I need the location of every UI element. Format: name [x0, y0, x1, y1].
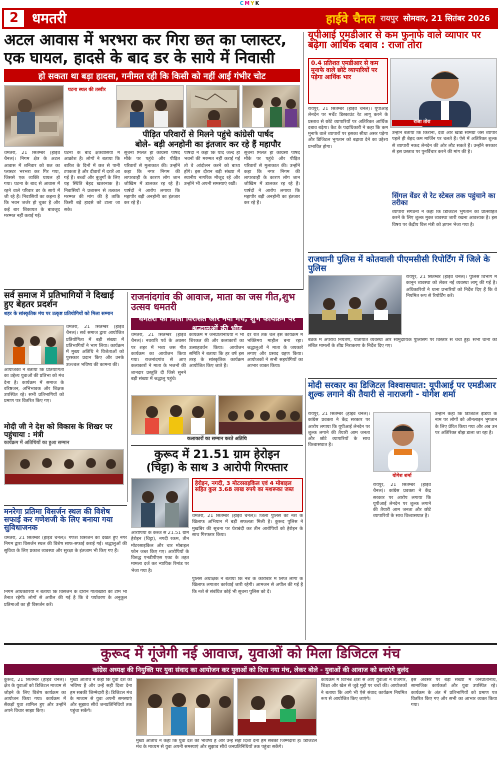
- color-registration-strip: [0, 0, 500, 7]
- youth-col-4: [411, 678, 497, 754]
- jas-geet-col-2: [189, 333, 244, 393]
- jas-geet-col-1: [131, 333, 186, 393]
- visarjan-headline: मनरेगा प्रतिमा विसर्जन स्थल की विशेष सफाई कर गणेशजी के लिए बनाया गया सुविधाजनक: [4, 507, 113, 533]
- police-col-2-text: बैठक में अपराध नियंत्रण, यातायात व्यवस्था और सामुदायिक पुलिसिंग पर विस्तार से चर्चा हुई। सभी थानों को लंबित मामलों के शीघ्र निराकरण के निर्देश दिए गए।: [308, 338, 497, 350]
- lead-col-1: [4, 151, 60, 286]
- lead-col-2: [64, 151, 120, 286]
- lead-col-5: [244, 151, 300, 286]
- visarjan-col-2: [4, 590, 127, 640]
- divider-left-2: [4, 505, 127, 506]
- lead-photo-2: [186, 85, 240, 128]
- youth-banner: कांग्रेस अध्यक्ष की नियुक्ति पर युवा संवाद का आयोजन कर युवाओं को दिया नया मंच, लेकर बोले - युवाओं की आवाज को बनाएंगे बुलंद: [4, 664, 497, 675]
- lead-photo-3: [242, 85, 300, 128]
- police-col-1: [406, 275, 497, 337]
- lead-headline-2: एक घायल, हादसे के बाद डर के साये में निवासी: [4, 49, 275, 67]
- column-divider-right-2: [305, 378, 306, 640]
- divider-center-1: [131, 445, 303, 446]
- sharma-col-3: [373, 483, 431, 640]
- visarjan-col-1: [4, 536, 127, 588]
- heroin-col-2-text: आरोपियों के कब्जे से 21.51 ग्राम हेरोइन (चिट्टा), नगदी रकम, तीन मोटरसाइकिल और चार मोबाइल फोन जब्त किए गए। आरोपियों के विरुद्ध एनडीपीएस एक्ट के तहत मामला दर्ज कर न्यायिक रिमांड पर भेजा गया है।: [131, 531, 189, 574]
- cmyk-k: K: [255, 0, 261, 7]
- youth-col-2-text: मुख्य अतिथि ने कहा कि युवा देश का भविष्य हैं और उन्हें सही दिशा देना हम सबकी जिम्मेदारी है। डिजिटल मंच के माध्यम से युवा अपनी समस्याएं और सुझाव सीधे जनप्रतिनिधियों तक पहुंचा सकेंगे।: [70, 678, 132, 715]
- upi-col-1: [308, 107, 388, 227]
- youth-col-5-text: मुख्य अतिथि ने कहा कि युवा देश का भविष्य हैं और उन्हें सही दिशा देना हम सबकी जिम्मेदारी है। डिजिटल मंच के माध्यम से युवा अपनी समस्याएं और सुझाव सीधे जनप्रतिनिधियों तक पहुंचा सकेंगे।: [136, 739, 317, 751]
- upi-col-2-text: उन्होंने बताया कि किराना, दवा और खाद्य सामग्री जैसे व्यापार पहले ही बेहद कम मार्जिन पर चलते हैं। ऐसे में अतिरिक्त शुल्क से व्यापारी नकद लेनदेन की ओर लौट सकते हैं। उन्होंने सरकार से इस प्रस्ताव पर पुनर्विचार करने की मांग की है।: [392, 131, 497, 155]
- youth-col-4-text: इस अवसर पर बड़ी संख्या में जनप्रतिनिधि, सामाजिक कार्यकर्ता और युवा उपस्थित रहे। कार्यक्रम के अंत में प्रतिभागियों को प्रमाण पत्र वितरित किए गए और सभी का आभार व्यक्त किया गया।: [411, 678, 497, 709]
- samaj-photo-2: [4, 449, 124, 485]
- city: रायपुर: [380, 14, 399, 23]
- section-title: धमतरी: [32, 11, 67, 27]
- lead-photo-subcaption: बोले- बड़ी अनहोनी का इंतजार कर रहे हैं महापौर: [135, 139, 281, 149]
- lead-col-5-text: सूचना मिलते ही कांग्रेसी पार्षद मौके पर पहुंचे और पीड़ित परिवारों से मुलाकात की। उन्होंने कहा कि नगर निगम की लापरवाही के कारण लोग जान जोखिम में डालकर रह रहे हैं। पार्षदों ने आरोप लगाया कि महापौर बड़ी अनहोनी का इंतजार कर रहे हैं।: [244, 151, 300, 207]
- visarjan-col-1-text: धमतरी, 21 सितम्बर (हाईवे चैनल)। गणेश विसर्जन को देखते हुए नगर निगम द्वारा विसर्जन स्थल की विशेष साफ-सफाई कराई गई। श्रद्धालुओं की सुविधा के लिए प्रकाश व्यवस्था और सुरक्षा के इंतजाम भी किए गए हैं।: [4, 536, 127, 554]
- heroin-kicker: हेरोइन, नगदी, 3 मोटरसाइकिल एवं 4 मोबाइल सहित कुल 3.68 लाख रुपये का मशरूका जब्त: [192, 478, 303, 512]
- lead-col-4-text: पार्षदों ने कहा कि यदि जल्द ही भवनों की मरम्मत नहीं कराई गई तो वे आंदोलन करने को बाध्य होंगे। इस दौरान बड़ी संख्या में स्थानीय नागरिक मौजूद रहे और उन्होंने भी अपनी समस्याएं रखीं।: [184, 151, 240, 188]
- cmyk-c: C: [239, 0, 245, 7]
- youth-col-3: [321, 678, 407, 754]
- jas-geet-headline: राजनांदगांव की आवाज, माता का जस गीत,शुभ उत्सव धमतरी: [131, 292, 296, 313]
- lead-headline-1: अटल आवास में भरभरा कर गिरा छत का प्लास्टर,: [4, 31, 287, 49]
- youth-photo-2: [237, 678, 317, 736]
- brand-name: हाईवे: [325, 12, 349, 26]
- portrait-image: [391, 59, 497, 128]
- singers-image: [132, 396, 216, 435]
- youth-stage-image: [238, 679, 317, 736]
- youth-gathering-image: [137, 679, 234, 736]
- samaj-col-1-text: धमतरी, 21 सितम्बर (हाईवे चैनल)। सर्व समाज द्वारा आयोजित प्रतियोगिता में बड़ी संख्या में प्रतिभागियों ने भाग लिया। कार्यक्रम में मुख्य अतिथि ने विजेताओं को पुरस्कार प्रदान किए और उनके उज्ज्वल भविष्य की कामना की।: [66, 325, 124, 368]
- cmyk-m: M: [244, 0, 251, 7]
- lead-photo-1: [116, 85, 184, 128]
- brand-name-2: चैनल: [353, 12, 376, 26]
- sharma-col-3-text: रायपुर, 21 सितम्बर (हाईवे चैनल)। कांग्रेस प्रवक्ता ने केंद्र सरकार पर आरोप लगाया कि यूपीआई लेनदेन पर शुल्क लगाने की तैयारी आम जनता और छोटे व्यापारियों के साथ विश्वासघात है।: [373, 483, 431, 520]
- page-header: [2, 8, 498, 29]
- samaj-col-2-text: आयोजकों ने बताया कि प्रतियोगिता का उद्देश्य युवाओं की प्रतिभा को मंच देना है। कार्यक्रम में समाज के वरिष्ठजन, अभिभावक और शिक्षक उपस्थित रहे। सभी प्रतिभागियों को प्रमाण पत्र वितरित किए गए।: [4, 368, 64, 405]
- samaj-photo: [4, 325, 64, 365]
- upi-portrait: [390, 58, 497, 128]
- residents-image: [243, 86, 300, 128]
- masthead: [326, 10, 490, 27]
- meeting-image: [309, 276, 402, 335]
- sharma-col-1-text: रायपुर, 21 सितम्बर (हाईवे चैनल)। कांग्रेस प्रवक्ता ने केंद्र सरकार पर आरोप लगाया कि यूपीआई लेनदेन पर शुल्क लगाने की तैयारी आम जनता और छोटे व्यापारियों के साथ विश्वासघात है।: [308, 412, 370, 449]
- column-divider-left: [127, 292, 128, 502]
- jas-geet-subhead: धमतरी को मिली विरासत और नया मंच, शुभ कार्यक्रम पर श्रद्धालुओं की भीड़: [131, 318, 303, 330]
- sharma-portrait-label: योगेश शर्मा: [392, 474, 412, 479]
- lead-photo-caption: पीड़ित परिवारों से मिलने पहुंचे कांग्रेसी पार्षद: [142, 129, 274, 139]
- lead-subhead: हो सकता था बड़ा हादसा, गनीमत रही कि किसी को नहीं आई गंभीर चोट: [4, 69, 300, 82]
- audience-image: [219, 396, 303, 435]
- lead-col-3: [124, 151, 180, 286]
- page-number: 2: [4, 10, 24, 27]
- sharma-col-2-text: उन्होंने कहा कि डिजिटल इंडिया के नाम पर लोगों को ऑनलाइन भुगतान के लिए प्रेरित किया गया और अब उन पर अतिरिक्त बोझ डाला जा रहा है।: [435, 412, 497, 436]
- divider-bottom: [4, 643, 497, 645]
- police-photo: [308, 275, 402, 335]
- upi-headline: यूपीआई एमडीआर से कम फुनाफे वाले व्यापार पर बढ़ेगा आर्थिक दबाव : राजा तोरा: [308, 30, 481, 52]
- youth-col-1-text: कुरूद, 21 सितम्बर (हाईवे चैनल)। क्षेत्र के युवाओं को डिजिटल माध्यम से जोड़ने के लिए विशेष कार्यक्रम का आयोजन किया गया। कार्यक्रम में सैकड़ों युवा शामिल हुए और उन्होंने अपने विचार साझा किए।: [4, 678, 66, 715]
- youth-col-3-text: कार्यक्रम में विभिन्न क्षेत्रों से आए युवाओं ने रोजगार, शिक्षा और खेल से जुड़े मुद्दों पर चर्चा की। आयोजकों ने बताया कि आगे भी ऐसे संवाद कार्यक्रम नियमित रूप से आयोजित किए जाएंगे।: [321, 678, 407, 702]
- jas-geet-col-3: [247, 333, 303, 393]
- police-col-2: [308, 338, 497, 376]
- upi-portrait-label: राजा तोरा: [392, 120, 452, 126]
- accused-image: [132, 479, 189, 528]
- heroin-photo: [131, 478, 189, 528]
- jas-geet-col-1-text: धमतरी, 21 सितम्बर (हाईवे चैनल)। नवरात्रि पर्व के अवसर पर शहर में भव्य जस गीत कार्यक्रम का आयोजन किया गया। राजनांदगांव से आए कलाकारों ने माता के भजनों की शानदार प्रस्तुति दी जिसे सुनने बड़ी संख्या में श्रद्धालु पहुंचे।: [131, 333, 186, 383]
- samaj-col-2: [4, 368, 64, 420]
- sharma-col-1: [308, 412, 370, 640]
- samaj-headline: सर्व समाज में प्रतिभागियों ने दिखाई हुए बेहतर प्रदर्शन: [4, 291, 114, 311]
- youth-col-2: [70, 678, 132, 754]
- participants-image: [5, 326, 64, 365]
- divider-right-1: [308, 252, 497, 253]
- upi-col-1-text: रायपुर, 21 सितम्बर (हाईवे चैनल)। यूपीआई लेनदेन पर मर्चेंट डिस्काउंट रेट लागू करने के प्रस्ताव से छोटे व्यापारियों पर अतिरिक्त आर्थिक दबाव बढ़ेगा। कैट के पदाधिकारी ने कहा कि कम मुनाफे वाले व्यापारों पर इसका सीधा असर पड़ेगा और डिजिटल भुगतान को बढ़ावा देने का उद्देश्य प्रभावित होगा।: [308, 107, 388, 150]
- heroin-col-2: [131, 531, 189, 639]
- samaj-highlight-sub: कार्यक्रम में अतिथियों का हुआ सम्मान: [4, 441, 70, 446]
- jas-geet-col-2-text: कार्यक्रम में जनप्रतिनिधियों ने भी शिरकत की और कलाकारों का उत्साहवर्धन किया। आयोजन समिति ने बताया कि हर वर्ष इस तरह के सांस्कृतिक कार्यक्रम आयोजित किए जाते हैं।: [189, 333, 244, 370]
- jas-geet-photo-1: [131, 395, 216, 435]
- police-headline: राजधानी पुलिस में कोतवाली पीएमसीसी रिपोर्टिंग में जिले के पुलिस: [308, 254, 490, 273]
- sharma-col-2: [435, 412, 497, 640]
- cmyk-y: Y: [250, 0, 256, 7]
- heroin-col-3: [192, 577, 303, 639]
- heroin-col-1-text: धमतरी, 21 सितम्बर (हाईवे चैनल)। जिला पुलिस को नशे के खिलाफ अभियान में बड़ी सफलता मिली है। कुरूद पुलिस ने मुखबिर की सूचना पर घेराबंदी कर तीन आरोपियों को हेरोइन के साथ गिरफ्तार किया।: [192, 514, 303, 538]
- police-col-1-text: रायपुर, 21 सितम्बर (हाईवे चैनल)। पुलिस विभाग में कानून व्यवस्था को लेकर नई व्यवस्था लागू की गई है। अधिकारियों ने थाना प्रभारियों को निर्देश दिए हैं कि वे नियमित रूप से रिपोर्टिंग करें।: [406, 275, 497, 299]
- samaj-highlight: मोदी जी ने देश को विकास के शिखर पर पहुंचाया : मंत्री: [4, 422, 113, 439]
- youth-headline: कुरूद में गूंजेगी नई आवाज, युवाओं को मिला डिजिटल मंच: [100, 646, 401, 662]
- portrait-image-2: [374, 413, 431, 472]
- visarjan-col-2-text: निगम अधिकारियों ने बताया कि विसर्जन के दौरान गोताखोरों की टीम भी तैनात रहेगी। लोगों से अपील की गई है कि वे पर्यावरण के अनुकूल प्रतिमाओं का ही विसर्जन करें।: [4, 590, 127, 608]
- ceiling-damage-image: [187, 86, 240, 128]
- upi-col-2: [392, 131, 497, 191]
- lead-col-1-text: धमतरी, 21 सितम्बर (हाईवे चैनल)। निगम क्षेत्र के अटल आवास में शनिवार को छत का प्लास्टर भरभरा कर गिर गया, जिससे एक व्यक्ति घायल हो गया। घटना के बाद से आवास में रहने वाले परिवार डर के साये में जी रहे हैं। निवासियों का कहना है कि भवन जर्जर हो चुका है और कई बार शिकायत के बावजूद मरम्मत नहीं कराई गई।: [4, 151, 60, 219]
- heroin-headline-2: (चिट्टा) के साथ 3 आरोपी गिरफ्तार: [146, 461, 288, 474]
- upi-kicker: 0.4 प्रतिशत एमडीआर से कम मुनाफे वाले छोटे व्यापारियों पर पड़ेगा आर्थिक भार: [308, 58, 388, 104]
- lead-col-3-text: सूचना मिलते ही कांग्रेसी पार्षद मौके पर पहुंचे और पीड़ित परिवारों से मुलाकात की। उन्होंने कहा कि नगर निगम की लापरवाही के कारण लोग जान जोखिम में डालकर रह रहे हैं। पार्षदों ने आरोप लगाया कि महापौर बड़ी अनहोनी का इंतजार कर रहे हैं।: [124, 151, 180, 207]
- youth-col-1: [4, 678, 66, 754]
- upi-subhead: सिंगल वेंडर से रेट स्टेबल तक पहुंचाने का तरीका: [392, 192, 496, 208]
- samaj-subline: शहर के सांस्कृतिक मंच पर उत्कृष्ट प्रतियोगियों को मिला सम्मान: [4, 312, 113, 317]
- sharma-portrait: [373, 412, 431, 472]
- jas-geet-photo-2: [218, 395, 303, 435]
- upi-col-3-text: व्यापारी संगठनों ने कहा कि डिजिटल भुगतान को प्रोत्साहित करने के लिए शुल्क मुक्त व्यवस्था जारी रखना आवश्यक है। इस विषय पर केंद्रीय वित्त मंत्री को ज्ञापन भेजा गया है।: [392, 210, 497, 228]
- heroin-col-1: [192, 514, 303, 574]
- youth-photo-1: [136, 678, 234, 736]
- jas-geet-photo-caption: कलाकारों का सम्मान करते अतिथि: [187, 437, 247, 442]
- stage-image: [5, 450, 124, 485]
- upi-col-3: [392, 210, 497, 250]
- people-image: [117, 86, 184, 128]
- column-divider-right: [303, 32, 304, 290]
- divider-right-2: [308, 378, 497, 379]
- lead-inset-caption: घटना स्थल की तस्वीर: [68, 88, 106, 93]
- heroin-col-3-text: पुलिस अधीक्षक ने बताया कि नशे के कारोबार में लिप्त लोगों के खिलाफ लगातार कार्रवाई जारी रहेगी। आमजन से अपील की गई है कि नशे से संबंधित कोई भी सूचना पुलिस को दें।: [192, 577, 303, 595]
- heroin-headline-1: कुरूद में 21.51 ग्राम हेरोइन: [154, 447, 280, 461]
- lead-col-4: [184, 151, 240, 286]
- lead-col-2-text: घटना के बाद क्षेत्रवासियों में आक्रोश है। लोगों ने बताया कि बारिश के दिनों में छत से पानी टपकता है और दीवारों में दरारें आ गई हैं। बच्चों और बुजुर्गों के लिए यह स्थिति बेहद खतरनाक है। निवासियों ने प्रशासन से तत्काल मरम्मत की मांग की है ताकि किसी बड़े हादसे को टाला जा सके।: [64, 151, 120, 213]
- rubble-image: [5, 86, 64, 147]
- divider-left-1: [4, 289, 303, 290]
- youth-col-5: [136, 739, 317, 755]
- issue-date: सोमवार, 21 सितंबर 2026: [403, 14, 490, 23]
- sharma-headline: मोदी सरकार का डिजिटल विश्वासघात: यूपीआई पर एमडीआर शुल्क लगाने की तैयारी से नाराजगी - योगेश शर्मा: [308, 380, 496, 399]
- samaj-col-1: [66, 325, 124, 420]
- jas-geet-col-3-text: देर रात तक चले इस कार्यक्रम में भक्तिमय माहौल बना रहा। श्रद्धालुओं ने माता के जयकारे लगाए और प्रसाद ग्रहण किया। आयोजकों ने सभी सहयोगियों का आभार व्यक्त किया।: [247, 333, 303, 370]
- lead-inset-photo: [4, 85, 64, 147]
